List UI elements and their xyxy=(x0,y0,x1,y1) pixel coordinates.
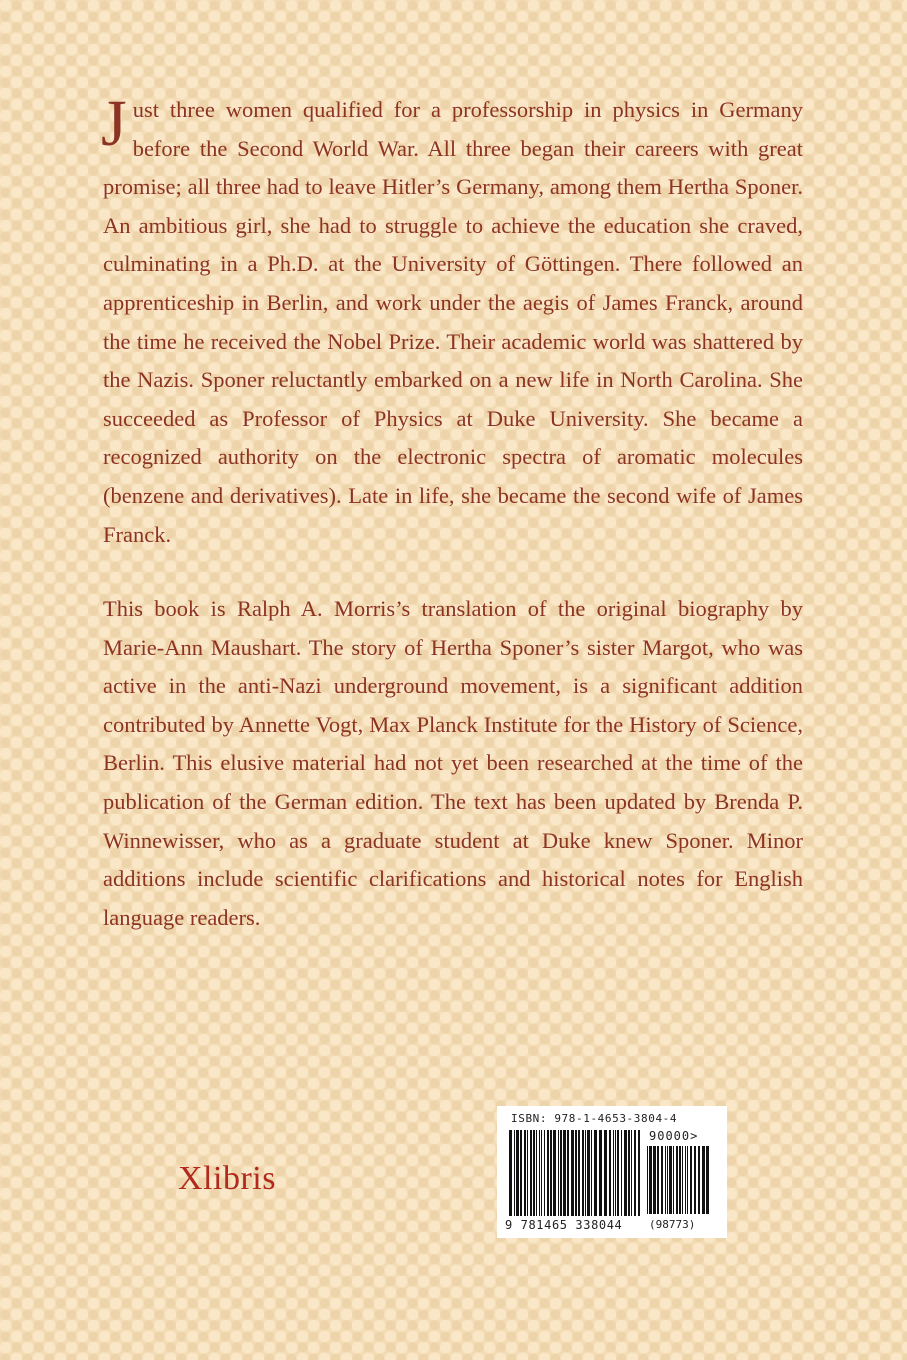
price-code: (98773) xyxy=(649,1218,696,1231)
blurb-paragraph-1 xyxy=(101,87,803,554)
barcode xyxy=(497,1106,727,1238)
ean-barcode-bars xyxy=(509,1130,641,1218)
addon-barcode-bars xyxy=(647,1146,711,1216)
publisher-logo: Xlibris xyxy=(178,1160,276,1197)
drop-cap: J xyxy=(101,87,127,160)
isbn-text: ISBN: 978-1-4653-3804-4 xyxy=(511,1112,678,1125)
addon-digits: 90000> xyxy=(649,1129,699,1143)
blurb-paragraph-2: This book is Ralph A. Morris’s translation of the original biography by Marie-Ann Maushart. The story of Hertha Sponer’s sister Margot, who was active in the anti-Nazi underground movement, is a significant addition contributed by Annette Vogt, Max Planck Institute for the History of Science, Berlin. This elusive material had not yet been researched at the time of the publication of the German edition. The text has been updated by Brenda P. Winnewisser, who as a graduate student at Duke knew Sponer. Minor additions include scientific clarifications and historical notes for English language readers. xyxy=(103,596,803,930)
blurb-paragraph-1-text: ust three women qualified for a professorship in physics in Germany before the Second World War. All three began their careers with great promise; all three had to leave Hitler’s Germany, among them Hertha Sponer. An ambitious girl, she had to struggle to achieve the education she craved, culminating in a Ph.D. at the University of Göttingen. There followed an apprenticeship in Berlin, and work under the aegis of James Franck, around the time he received the Nobel Prize. Their academic world was shattered by the Nazis. Sponer reluctantly embarked on a new life in North Carolina. She succeeded as Professor of Physics at Duke University. She became a recognized authority on the electronic spectra of aromatic molecules (benzene and derivatives). Late in life, she became the second wife of James Franck. xyxy=(103,97,803,547)
ean-digits: 9 781465 338044 xyxy=(505,1218,623,1232)
